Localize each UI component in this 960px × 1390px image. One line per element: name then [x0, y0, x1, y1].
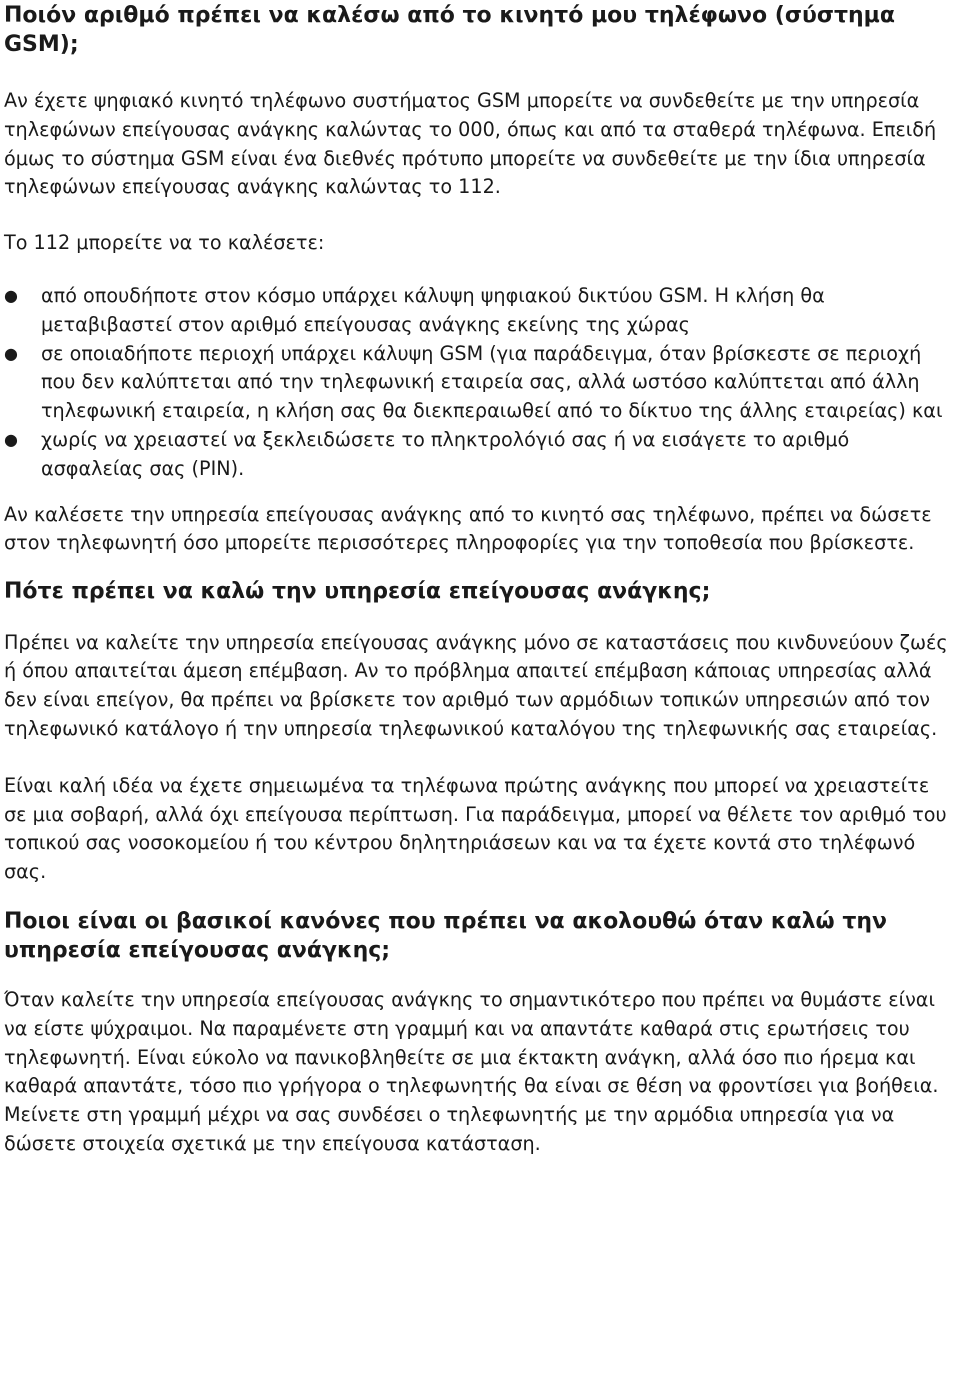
bullet-icon: ● [4, 429, 18, 449]
paragraph-basic-rules: Όταν καλείτε την υπηρεσία επείγουσας ανάγκης το σημαντικότερο που πρέπει να θυμάστε είναι να είστε ψύχραιμοι. Να παραμένετε στη γραμμή και να απαντάτε καθαρά στις ερωτήσεις του τηλεφωνητή. Είναι εύκολο να πανικοβληθείτε σε μια έκτακτη ανάγκη, αλλά όσο πιο ήρεμα και καθαρά απαντάτε, τόσο πιο γρήγορα ο τηλεφωνητής θα είναι σε θέση να φροντίσει για βοήθεια. Μείνετε στη γραμμή μέχρι να σας συνδέσει ο τηλεφωνητής με την αρμόδια υπηρεσία για να δώσετε στοιχεία σχετικά με την επείγουσα κατάσταση. [4, 988, 939, 1156]
heading-basic-rules: Ποιοι είναι οι βασικοί κανόνες που πρέπει να ακολουθώ όταν καλώ την υπηρεσία επείγουσας ανάγκης; [4, 909, 888, 963]
paragraph-location-info: Αν καλέσετε την υπηρεσία επείγουσας ανάγκης από το κινητό σας τηλέφωνο, πρέπει να δώσετε στον τηλεφωνητή όσο μπορείτε περισσότερες πληροφορίες για την τοποθεσία που βρίσκεστε. [4, 502, 932, 555]
list-item-text: σε οποιαδήποτε περιοχή υπάρχει κάλυψη GSM (για παράδειγμα, όταν βρίσκεστε σε περιοχή που δεν καλύπτεται από την τηλεφωνική εταιρεία σας, αλλά ωστόσο καλύπτεται από άλλη τηλεφωνική εταιρεία, η κλήση σας θα διεκπεραιωθεί από το δίκτυο της άλλης εταιρείας) και [41, 341, 943, 423]
list-item-text: από οπουδήποτε στον κόσμο υπάρχει κάλυψη ψηφιακού δικτύου GSM. Η κλήση θα μεταβιβαστεί στον αριθμό επείγουσας ανάγκης εκείνης της χώρας [41, 283, 825, 336]
heading-when-to-call: Πότε πρέπει να καλώ την υπηρεσία επείγουσας ανάγκης; [4, 579, 711, 605]
paragraph-112-lead: Το 112 μπορείτε να το καλέσετε: [4, 231, 325, 255]
paragraph-note-numbers: Είναι καλή ιδέα να έχετε σημειωμένα τα τηλέφωνα πρώτης ανάγκης που μπορεί να χρειαστείτε σε μια σοβαρή, αλλά όχι επείγουσα περίπτωση. Για παράδειγμα, μπορεί να θέλετε τον αριθμό του τοπικού σας νοσοκομείου ή του κέντρου δηλητηριάσεων και να τα έχετε κοντά στο τηλέφωνό σας. [4, 773, 947, 884]
list-item [4, 282, 956, 340]
list-item [4, 426, 956, 484]
list-item-text: χωρίς να χρειαστεί να ξεκλειδώσετε το πληκτρολόγιό σας ή να εισάγετε το αριθμό ασφαλείας σας (PIN). [41, 427, 850, 480]
paragraph-when-to-call: Πρέπει να καλείτε την υπηρεσία επείγουσας ανάγκης μόνο σε καταστάσεις που κινδυνεύουν ζωές ή όπου απαιτείται άμεση επέμβαση. Αν το πρόβλημα απαιτεί επέμβαση κάποιας υπηρεσίας αλλά δεν είναι επείγον, θα πρέπει να βρίσκετε τον αριθμό των αρμόδιων τοπικών υπηρεσιών από τον τηλεφωνικό κατάλογο ή την υπηρεσία τηλεφωνικού καταλόγου της τηλεφωνικής σας εταιρείας. [4, 630, 948, 741]
paragraph-gsm-intro: Αν έχετε ψηφιακό κινητό τηλέφωνο συστήματος GSM μπορείτε να συνδεθείτε με την υπηρεσία τηλεφώνων επείγουσας ανάγκης καλώντας το 000, όπως και από τα σταθερά τηλέφωνα. Επειδή όμως το σύστημα GSM είναι ένα διεθνές πρότυπο μπορείτε να συνδεθείτε με την ίδια υπηρεσία τηλεφώνων επείγουσας ανάγκης καλώντας το 112. [4, 89, 937, 199]
list-item [4, 340, 956, 426]
document-page [0, 2, 960, 1390]
heading-which-number: Ποιόν αριθμό πρέπει να καλέσω από το κινητό μου τηλέφωνο (σύστημα GSM); [4, 3, 895, 57]
bullet-icon: ● [4, 285, 18, 305]
bullet-list [4, 282, 956, 484]
bullet-icon: ● [4, 343, 18, 363]
